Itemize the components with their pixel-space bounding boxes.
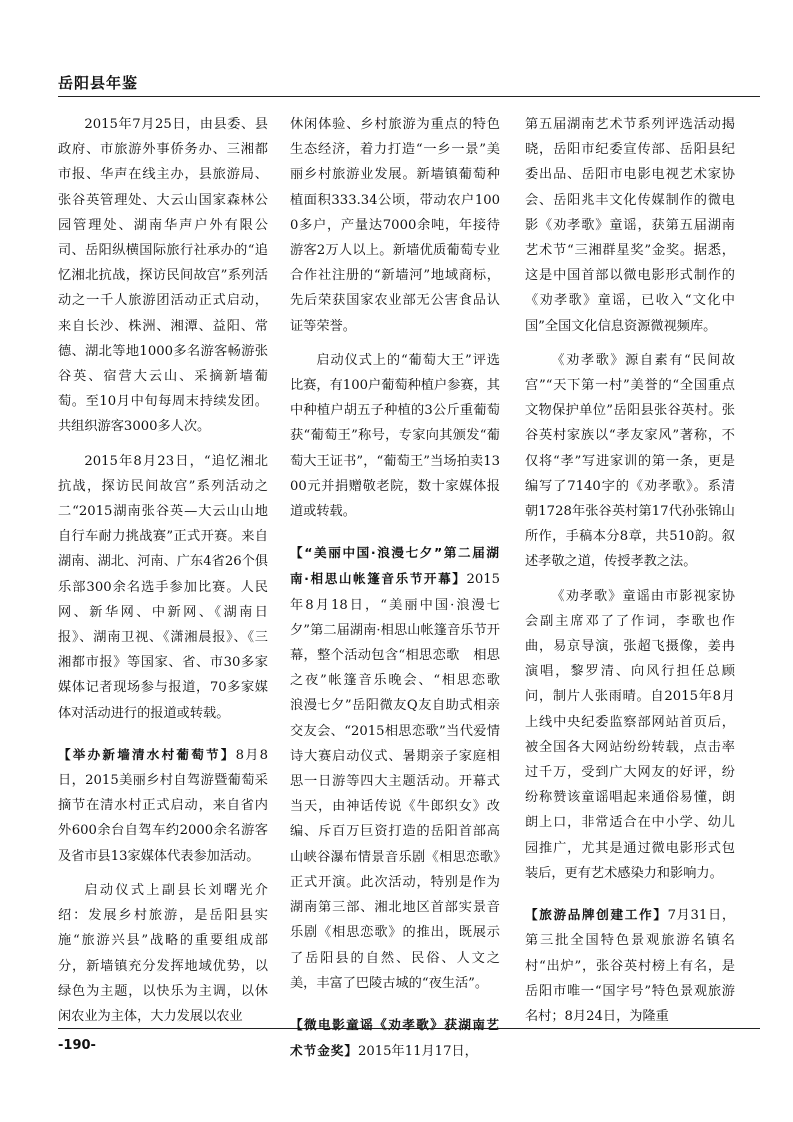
section-text: 7月31日，第三批全国特色景观旅游名镇名村“出炉”，张谷英村榜上有名，是岳阳市唯一“国字号”特色景观旅游名村；8月24日，为隆重 [525, 908, 736, 1024]
section-tent-music-festival [290, 540, 514, 996]
paragraph: 启动仪式上副县长刘曙光介绍：发展乡村旅游，是岳阳县实施“旅游兴县”战略的重要组成部分，新墙镇充分发挥地域优势，以绿色为主题，以快乐为主调，以休闲农业为主体，大力发展以农业 [58, 882, 268, 1024]
section-text: 8月8日，2015美丽乡村自驾游暨葡萄采摘节在清水村正式启动，来自省内外600余台自驾车约2000余名游客及省市县13家媒体代表参加活动。 [58, 747, 269, 864]
section-text: 2015年11月17日， [357, 1044, 478, 1060]
paragraph: 第五届湖南艺术节系列评选活动揭晓，岳阳市纪委宣传部、岳阳县纪委出品、岳阳市电影电视艺术家协会、岳阳兆丰文化传媒制作的微电影《劝孝歌》童谣，获第五届湖南艺术节“三湘群星奖”金奖。据悉，这是中国首部以微电影形式制作的《劝孝歌》童谣，已收入“文化中国”全国文化信息资源微视频库。 [525, 117, 735, 334]
paragraph: 2015年7月25日，由县委、县政府、市旅游外事侨务办、三湘都市报、华声在线主办，县旅游局、张谷英管理处、大云山国家森林公园管理处、湖南华声户外有限公司、岳阳纵横国际旅行社承办的“追忆湘北抗战，探访民间故宫”系列活动之一千人旅游团活动正式启动，来自长沙、株洲、湘潭、益阳、常德、湖北等地1000多名游客畅游张谷英、宿营大云山、采摘新墙葡萄。至10月中旬每周末持续发团。共组织游客3000多人次。 [58, 117, 268, 435]
section-heading: 【“美丽中国·浪漫七夕”第二届湖南·相思山帐篷音乐节开幕】 [290, 545, 500, 587]
column-3 [525, 112, 735, 1038]
page-number: -190- [58, 1038, 96, 1053]
column-2 [290, 112, 514, 1073]
section-text: 2015年8月18日，“美丽中国·浪漫七夕”第二届湖南·相思山帐篷音乐节开幕，整个活动包含“相思恋歌 相思之夜”帐篷音乐晚会、“相思恋歌 浪漫七夕”岳阳微友Q友自助式相亲交友会、“2015相思恋歌”当代爱情诗大赛启动仪式、暑期亲子家庭相思一日游等四大主题活动。开幕式当天，由神话传说《牛郎织女》改编、斥百万巨资打造的岳阳首部高山峡谷瀑布情景音乐剧《相思恋歌》正式开演。此次活动，特别是作为湖南第三部、湘北地区首部实景音乐剧《相思恋歌》的推出，既展示了岳阳县的自然、民俗、人文之美，丰富了巴陵古城的“夜生活”。 [290, 572, 514, 991]
column-1 [58, 112, 268, 1038]
section-heading: 【旅游品牌创建工作】 [525, 907, 668, 923]
paragraph: 启动仪式上的“葡萄大王”评选比赛，有100户葡萄种植户参赛，其中种植户胡五子种植的3公斤重葡萄获“葡萄王”称号，专家向其颁发“葡萄大王证书”，“葡萄王”当场拍卖1300元并捐赠敬老院，数十家媒体报道或转载。 [290, 352, 500, 520]
section-heading: 【微电影童谣《劝孝歌》获湖南艺术节金奖】 [290, 1016, 500, 1059]
footer-rule [58, 1028, 760, 1029]
header-rule [58, 96, 760, 97]
paragraph: 休闲体验、乡村旅游为重点的特色生态经济，着力打造“一乡一景”美丽乡村旅游业发展。新墙镇葡萄种植面积333.34公顷，带动农户1000多户，产量达7000余吨，年接待游客2万人以上。新墙优质葡萄专业合作社注册的“新墙河”地域商标，先后荣获国家农业部无公害食品认证等荣誉。 [290, 117, 500, 334]
paragraph: 2015年8月23日，“追忆湘北抗战，探访民间故宫”系列活动之二“2015湖南张谷英—大云山山地自行车耐力挑战赛”正式开赛。来自湖南、湖北、河南、广东4省26个俱乐部300余名选手参加比赛。人民网、新华网、中新网、《湖南日报》、湖南卫视、《潇湘晨报》、《三湘都市报》等国家、省、市30多家媒体记者现场参与报道，70多家媒体对活动进行的报道或转载。 [58, 453, 268, 721]
section-vineyard-festival [58, 742, 268, 869]
section-micro-film-award [290, 1012, 500, 1064]
yearbook-title: 岳阳县年鉴 [58, 74, 139, 92]
section-tourism-brand [525, 902, 735, 1029]
section-heading: 【举办新墙清水村葡萄节】 [58, 746, 236, 762]
paragraph: 《劝孝歌》源自素有“民间故宫”“天下第一村”美誉的“全国重点文物保护单位”岳阳县张谷英村。张谷英村家族以“孝友家风”著称，不仅将“孝”写进家训的第一条，更是编写了7140字的《劝孝歌》。系清朝1728年张谷英村第17代孙张锦山所作，手稿本分8章，共510韵。叙述孝敬之道，传授孝教之法。 [525, 352, 735, 570]
paragraph: 《劝孝歌》童谣由市影视家协会副主席邓了了作词，李歌也作曲，易京导演，张超飞摄像，姜冉演唱，黎罗清、向风行担任总顾问，制片人张雨晴。自2015年8月上线中央纪委监察部网站首页后，被全国各大网站纷纷转载，点击率过千万，受到广大网友的好评，纷纷称赞该童谣唱起来通俗易懂，朗朗上口，非常适合在中小学、幼儿园推广，尤其是通过微电影形式包装后，更有艺术感染力和影响力。 [525, 588, 735, 881]
